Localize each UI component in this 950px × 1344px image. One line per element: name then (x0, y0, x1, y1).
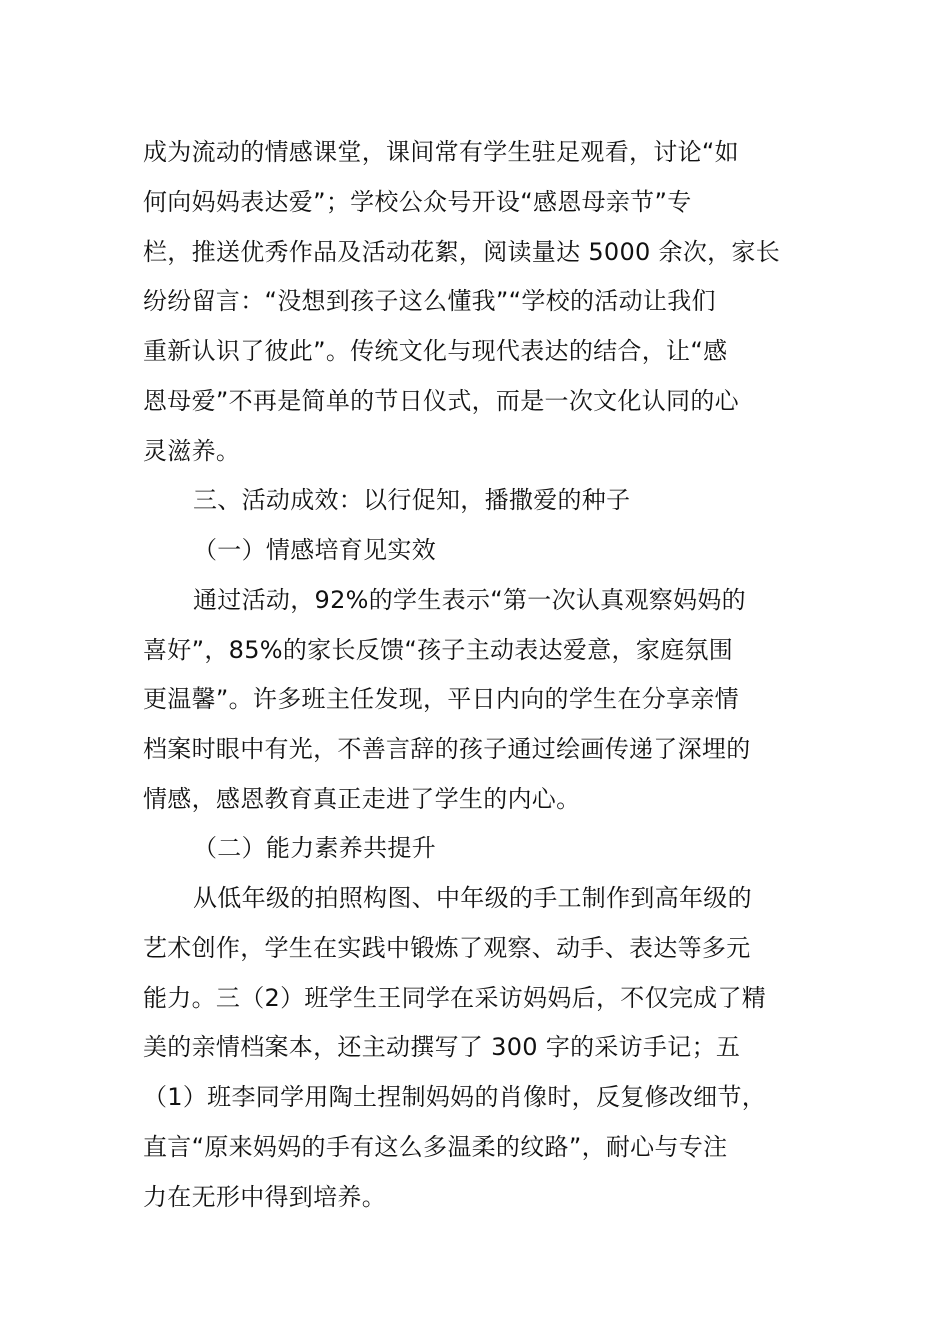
subsection-heading: （一）情感培育见实效 (193, 536, 436, 564)
paragraph-line: 美的亲情档案本，还主动撰写了 300 字的采访手记；五 (143, 1033, 741, 1061)
paragraph-line: 艺术创作，学生在实践中锻炼了观察、动手、表达等多元 (143, 934, 751, 962)
paragraph-line: 成为流动的情感课堂，课间常有学生驻足观看，讨论“如 (143, 138, 739, 166)
paragraph-line: 从低年级的拍照构图、中年级的手工制作到高年级的 (193, 884, 752, 912)
paragraph-line: （1）班李同学用陶土捏制妈妈的肖像时，反复修改细节， (143, 1083, 767, 1111)
paragraph-line: 栏，推送优秀作品及活动花絮，阅读量达 5000 余次，家长 (143, 238, 781, 266)
paragraph-line: 何向妈妈表达爱”；学校公众号开设“感恩母亲节”专 (143, 188, 692, 216)
paragraph-line: 情感，感恩教育真正走进了学生的内心。 (143, 785, 581, 813)
paragraph-line: 灵滋养。 (143, 437, 241, 465)
subsection-heading: （二）能力素养共提升 (193, 834, 436, 862)
paragraph-line: 直言“原来妈妈的手有这么多温柔的纹路”，耐心与专注 (143, 1133, 728, 1161)
paragraph-line: 档案时眼中有光，不善言辞的孩子通过绘画传递了深埋的 (143, 735, 751, 763)
paragraph-line: 更温馨”。许多班主任发现，平日内向的学生在分享亲情 (143, 685, 739, 713)
paragraph-line: 能力。三（2）班学生王同学在采访妈妈后，不仅完成了精 (143, 984, 767, 1012)
paragraph-line: 恩母爱”不再是简单的节日仪式，而是一次文化认同的心 (143, 387, 739, 415)
paragraph-line: 力在无形中得到培养。 (143, 1183, 386, 1211)
paragraph-line: 纷纷留言：“没想到孩子这么懂我”“学校的活动让我们 (143, 287, 716, 315)
section-heading: 三、活动成效：以行促知，播撒爱的种子 (193, 486, 631, 514)
paragraph-line: 通过活动，92%的学生表示“第一次认真观察妈妈的 (193, 586, 746, 614)
paragraph-line: 喜好”，85%的家长反馈“孩子主动表达爱意，家庭氛围 (143, 636, 734, 664)
paragraph-line: 重新认识了彼此”。传统文化与现代表达的结合，让“感 (143, 337, 728, 365)
